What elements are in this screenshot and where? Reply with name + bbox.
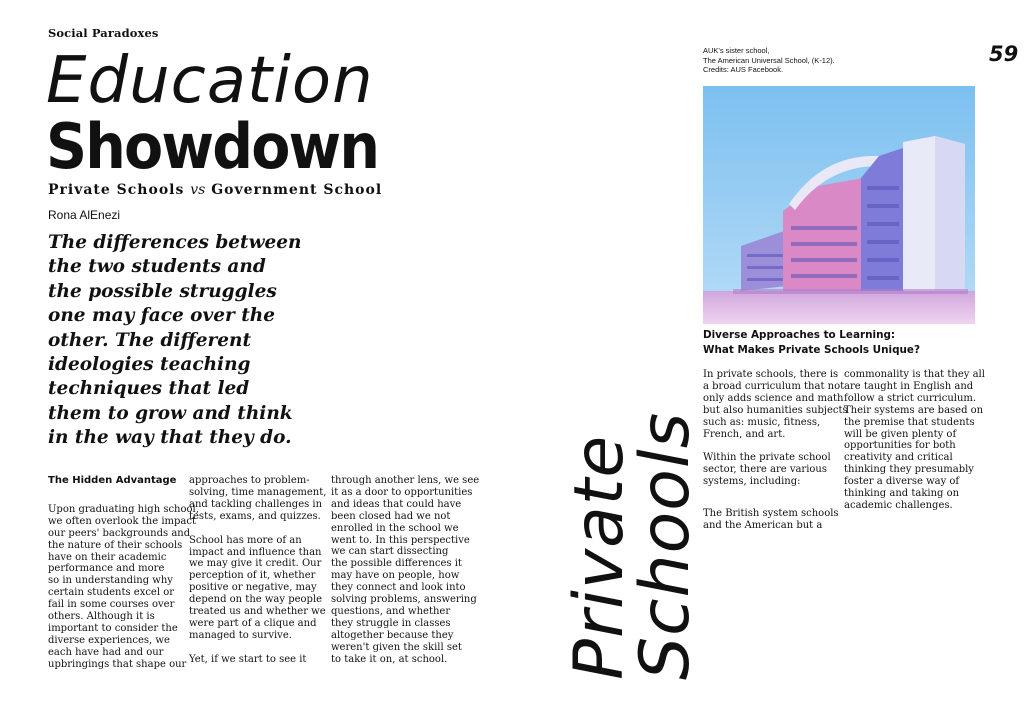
- text-line: are taught in English and: [844, 380, 974, 392]
- text-line: certain students excel or: [48, 587, 175, 599]
- text-line: depend on the way people: [189, 594, 323, 606]
- text-line: altogether because they: [331, 629, 454, 641]
- text-line: performance and more: [48, 563, 165, 575]
- text-line: solving, time management,: [189, 486, 327, 498]
- paragraph: [844, 369, 985, 512]
- text-line: academic challenges.: [844, 499, 953, 511]
- text-line: through another lens, we see: [331, 475, 480, 486]
- text-line: foster a diverse way of: [844, 476, 960, 488]
- text-line: treated us and whether we: [189, 606, 326, 618]
- subtitle-vs: vs: [190, 182, 206, 198]
- text-line: so in understanding why: [48, 575, 173, 587]
- text-line: thinking and taking on: [844, 488, 960, 500]
- text-line: one may face over the: [48, 305, 275, 327]
- paragraph: [48, 503, 199, 671]
- paragraph: [703, 369, 848, 440]
- article-column-1: [48, 475, 199, 683]
- paragraph: [331, 475, 480, 666]
- text-line: the two students and: [48, 256, 266, 278]
- text-line: them to grow and think: [48, 402, 293, 424]
- text-line: and the American but a: [703, 520, 823, 532]
- school-building-photo: [703, 86, 975, 324]
- text-line: went to. In this perspective: [331, 534, 470, 546]
- article-column-5: [844, 369, 985, 524]
- title-line-2: Showdown: [46, 110, 379, 183]
- text-line: diverse experiences, we: [48, 634, 170, 646]
- text-line: techniques that led: [48, 378, 250, 400]
- subtitle: [48, 182, 382, 198]
- paragraph: [703, 508, 839, 532]
- pull-quote: [48, 231, 302, 451]
- text-line: other. The different: [48, 329, 252, 351]
- vertical-heading-line-2: Schools: [626, 411, 705, 680]
- text-line: Credits: AUS Facebook.: [703, 65, 784, 74]
- text-line: others. Although it is: [48, 611, 155, 623]
- section-label: Social Paradoxes: [48, 26, 159, 40]
- paragraph: [189, 534, 326, 642]
- article-column-2: [189, 475, 327, 678]
- text-line: in the way that they do.: [48, 427, 292, 449]
- text-line: were part of a clique and: [189, 617, 317, 629]
- text-line: important to consider the: [48, 622, 178, 634]
- text-line: commonality is that they all: [844, 369, 985, 380]
- text-line: Upon graduating high school,: [48, 503, 199, 515]
- text-line: Their systems are based on: [844, 404, 984, 416]
- text-line: have on their academic: [48, 551, 167, 563]
- text-line: AUK's sister school,: [703, 46, 770, 55]
- text-line: each have had and our: [48, 646, 164, 658]
- paragraph: [189, 475, 327, 523]
- text-line: ideologies teaching: [48, 354, 251, 376]
- text-line: The British system schools: [703, 508, 839, 520]
- text-line: impact and influence than: [189, 546, 322, 558]
- text-line: systems, including:: [703, 476, 801, 488]
- text-line: approaches to problem-: [189, 475, 310, 486]
- title-line-1: Education: [46, 44, 374, 118]
- paragraph: [189, 654, 319, 666]
- text-line: solving problems, answering: [331, 594, 477, 606]
- text-line: School has more of an: [189, 534, 302, 546]
- text-line: Yet, if we start to see it: [189, 653, 307, 665]
- text-line: positive or negative, may: [189, 582, 317, 594]
- text-line: Diverse Approaches to Learning:: [703, 329, 896, 341]
- page-number: 59: [989, 42, 1019, 66]
- text-line: we often overlook the impact: [48, 515, 196, 527]
- text-line: managed to survive.: [189, 629, 292, 641]
- text-line: fail in some courses over: [48, 599, 175, 611]
- text-line: we can start dissecting: [331, 546, 449, 558]
- text-line: tests, exams, and quizzes.: [189, 510, 321, 522]
- text-line: the premise that students: [844, 416, 975, 428]
- text-line: may have on people, how: [331, 570, 460, 582]
- text-line: The American Universal School, (K-12).: [703, 55, 835, 65]
- subtitle-private: Private Schools: [48, 182, 185, 198]
- text-line: follow a strict curriculum.: [844, 392, 977, 404]
- text-line: and ideas that could have: [331, 498, 462, 510]
- text-line: the possible differences it: [331, 558, 462, 570]
- subtitle-government: Government School: [211, 182, 383, 198]
- text-line: questions, and whether: [331, 605, 451, 617]
- text-line: The differences between: [48, 232, 302, 253]
- vertical-heading: [560, 411, 705, 680]
- text-line: the possible struggles: [48, 280, 277, 302]
- paragraph: [703, 452, 831, 488]
- text-line: to take it on, at school.: [331, 653, 448, 665]
- text-line: weren't given the skill set: [331, 641, 462, 653]
- text-line: our peers' backgrounds and: [48, 527, 191, 539]
- section-heading: The Hidden Advantage: [48, 475, 177, 486]
- text-line: thinking they presumably: [844, 464, 974, 476]
- author-byline: Rona AlEnezi: [48, 208, 121, 222]
- text-line: they connect and look into: [331, 582, 466, 594]
- text-line: Within the private school: [703, 452, 831, 464]
- text-line: perception of it, whether: [189, 570, 316, 582]
- text-line: they struggle in classes: [331, 617, 451, 629]
- text-line: In private schools, there is: [703, 369, 839, 380]
- text-line: What Makes Private Schools Unique?: [703, 344, 920, 356]
- text-line: will be given plenty of: [844, 428, 957, 440]
- text-line: a broad curriculum that not: [703, 380, 845, 392]
- text-line: and tackling challenges in: [189, 498, 323, 510]
- photo-caption: [703, 46, 835, 75]
- text-line: sector, there are various: [703, 464, 828, 476]
- text-line: such as: music, fitness,: [703, 416, 821, 428]
- text-line: opportunities for both: [844, 440, 956, 452]
- text-line: only adds science and math: [703, 392, 844, 404]
- text-line: upbringings that shape our: [48, 658, 187, 670]
- text-line: it as a door to opportunities: [331, 486, 473, 498]
- sub-heading: [703, 328, 920, 358]
- text-line: but also humanities subjects: [703, 404, 848, 416]
- text-line: creativity and critical: [844, 452, 953, 464]
- text-line: we may give it credit. Our: [189, 558, 322, 570]
- text-line: been closed had we not: [331, 510, 451, 522]
- text-line: French, and art.: [703, 428, 786, 440]
- text-line: the nature of their schools: [48, 539, 183, 551]
- text-line: enrolled in the school we: [331, 522, 459, 534]
- article-column-3: [331, 475, 480, 678]
- article-column-4: [703, 369, 848, 544]
- vertical-heading-line-1: Private: [560, 434, 639, 680]
